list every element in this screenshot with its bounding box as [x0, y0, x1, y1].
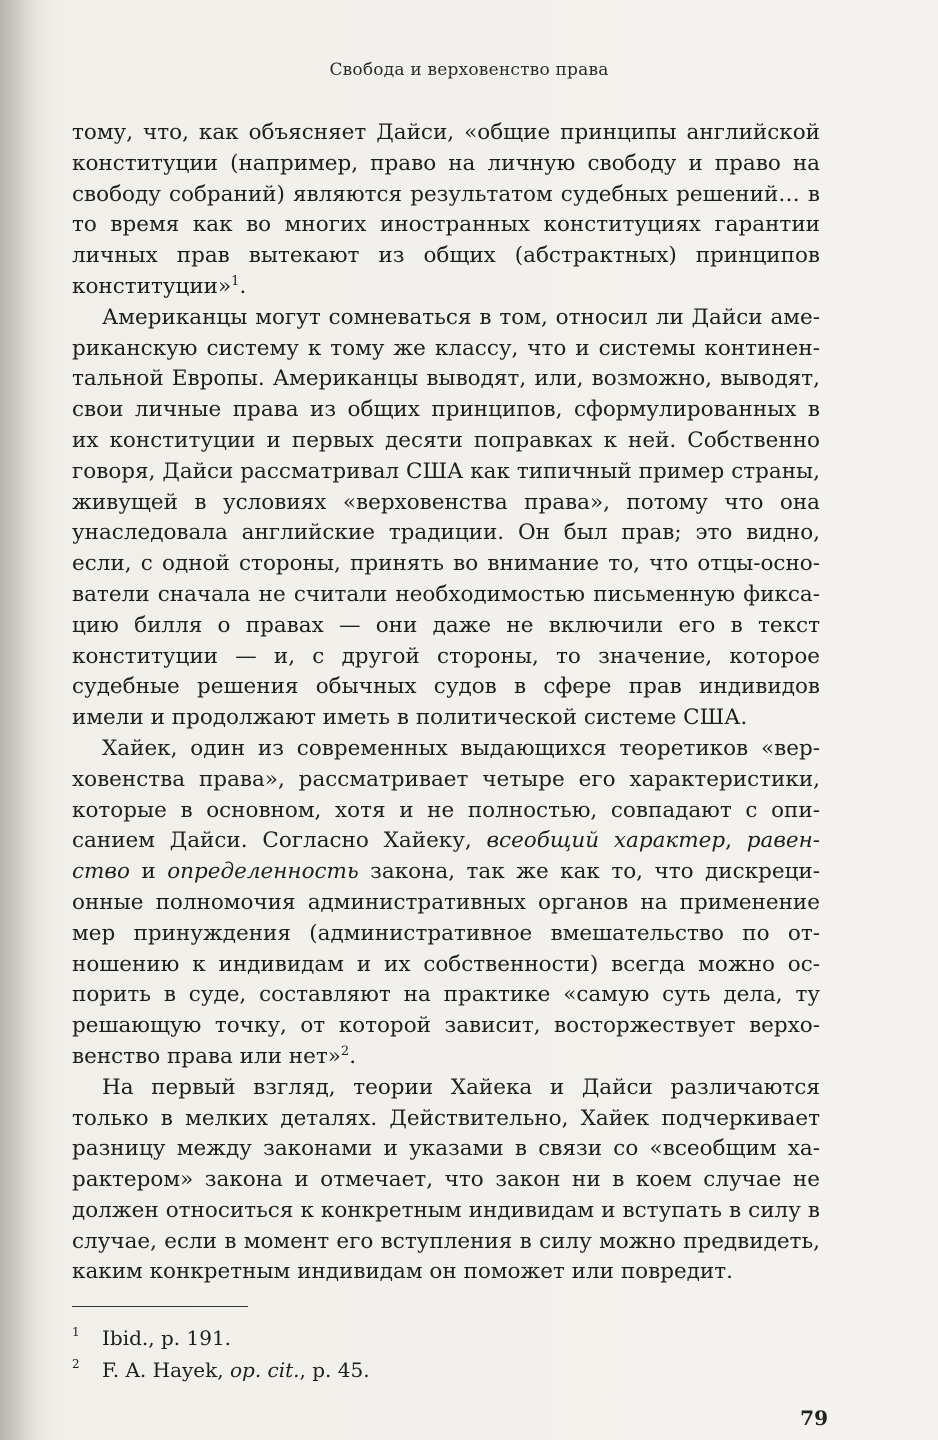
paragraph-text: закона, так же как то, что дискреционные полномочия административных органов на применение мер принуждения (административное вмешательство по отношению к индивидам и их собственности) всегда можно оспорить в суде, составляют на практике «самую суть дела, ту решающую точку, от которой зависит, восторжествует верховенство права или нет»: [72, 859, 820, 1069]
paragraph-text: .: [239, 273, 247, 299]
paragraph: [72, 303, 820, 734]
paragraph-text: ,: [725, 828, 747, 854]
paragraph-text: Американцы могут сомневаться в том, относил ли Дайси американскую систему к тому же классу, что и системы континентальной Европы. Американцы выводят, или, возможно, выводят, свои личные права из общих принципов, сформулированных в их конституции и первых десяти поправках к ней. Собственно говоря, Дайси рассматривал США как типичный пример страны, живущей в условиях «верховенства права», потому что она унаследовала английские традиции. Он был прав; это видно, если, с одной стороны, принять во внимание то, что отцы-основатели сначала не считали необходимостью письменную фиксацию билля о правах — они даже не включили его в текст конституции — и, с другой стороны, то значение, которое судебные решения обычных судов в сфере прав индивидов имели и продолжают иметь в политической системе США.: [72, 304, 820, 731]
paragraph-text: тому, что, как объясняет Дайси, «общие принципы английской конституции (например, право на личную свободу и право на свободу собраний) являются результатом судебных решений… в то время как во многих иностранных конституциях гарантии личных прав вытекают из общих (абстрактных) принципов конституции»: [72, 120, 820, 299]
footnote-text: F. A. Hayek,: [102, 1358, 230, 1382]
footnote: [72, 1354, 820, 1386]
paragraph-text: .: [349, 1043, 357, 1069]
running-head: Свобода и верховенство права: [329, 60, 609, 80]
body-text: [72, 118, 820, 1288]
page-number: 79: [800, 1406, 828, 1430]
footnote-number: 2: [72, 1357, 80, 1371]
paragraph: [72, 1073, 820, 1289]
footnotes: [72, 1322, 820, 1386]
gutter-shadow: [0, 0, 40, 1440]
paragraph: [72, 118, 820, 303]
paragraph-text: Хайек, один из современных выдающихся теоретиков «верховенства права», рассматривает четыре его характеристики, которые в основном, хотя и не полностью, совпадают с описанием Дайси. Согласно Хайеку,: [72, 735, 820, 854]
footnote: [72, 1322, 820, 1354]
italic-text: op. cit.: [229, 1358, 300, 1382]
footnote-marker: 2: [340, 1043, 350, 1059]
italic-text: равенство: [72, 828, 821, 885]
paragraph-text: и: [129, 859, 168, 885]
paragraph-text: На первый взгляд, теории Хайека и Дайси различаются только в мелких деталях. Действительно, Хайек подчеркивает разницу между законами и указами в связи со «всеобщим характером» закона и отмечает, что закон ни в коем случае не должен относиться к конкретным индивидам и вступать в силу в случае, если в момент его вступления в силу можно предвидеть, каким конкретным индивидам он поможет или повредит.: [72, 1074, 820, 1285]
italic-text: определенность: [167, 859, 359, 885]
footnote-rule: [72, 1306, 248, 1307]
footnote-text: , p. 45.: [299, 1358, 370, 1382]
italic-text: всеобщий характер: [486, 828, 726, 854]
footnote-number: 1: [72, 1325, 80, 1339]
paragraph: [72, 734, 820, 1073]
footnote-text: Ibid., p. 191.: [102, 1326, 232, 1350]
footnote-marker: 1: [231, 273, 240, 289]
